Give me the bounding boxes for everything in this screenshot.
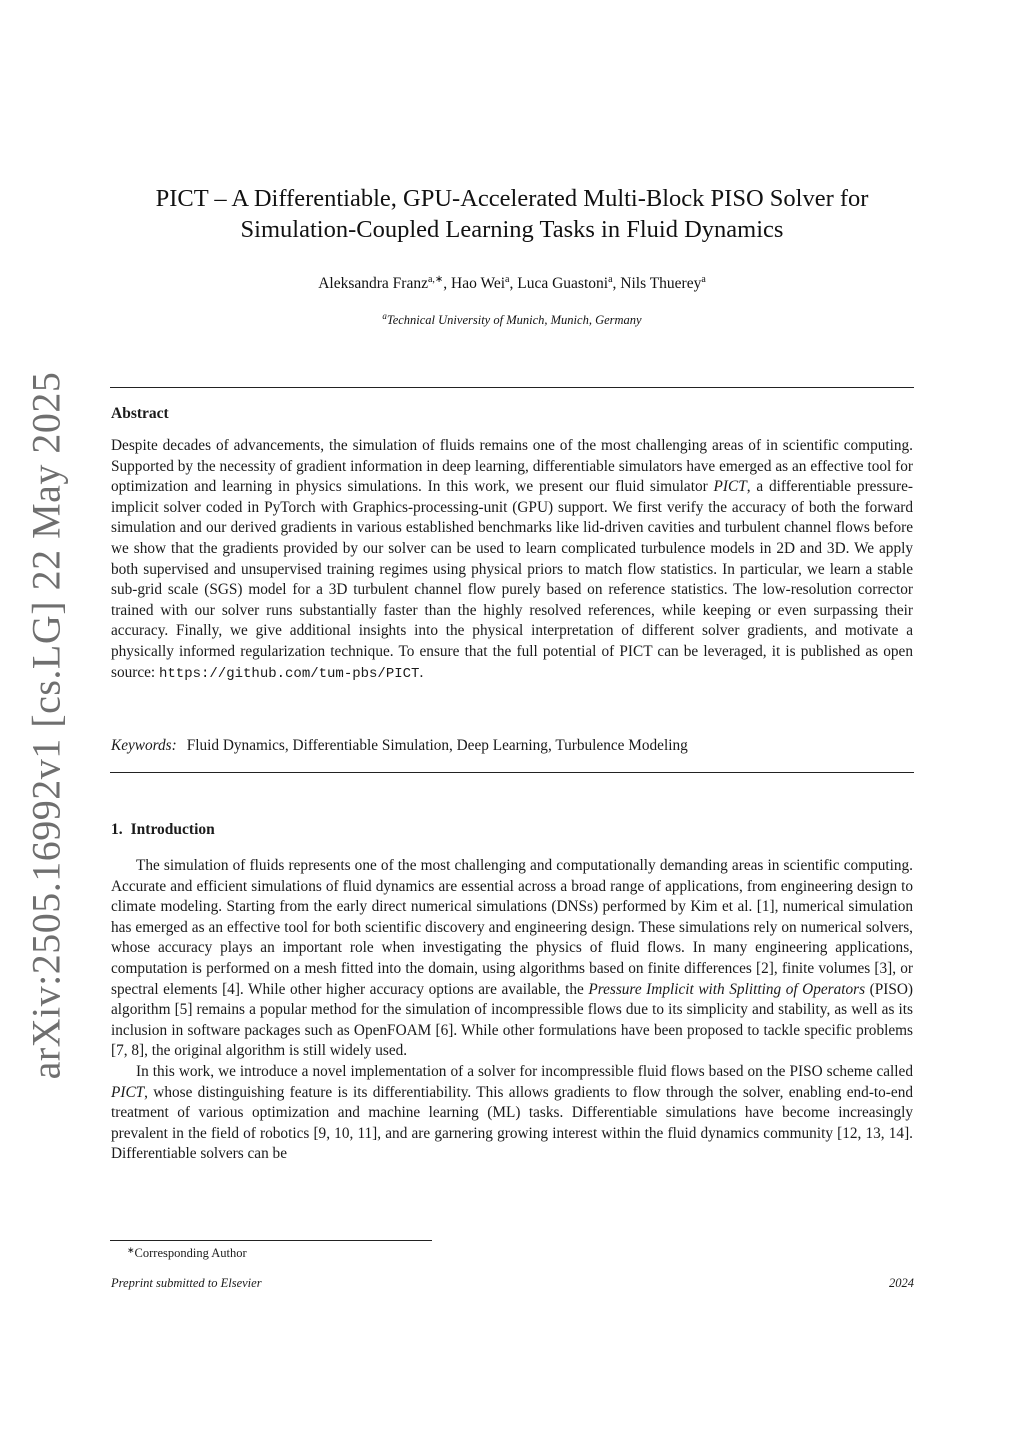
footnote-mark: ∗: [127, 1245, 135, 1255]
introduction-body: [111, 856, 913, 1165]
footnote: [127, 1245, 247, 1261]
keywords-label: Keywords:: [111, 737, 177, 754]
author-mark: a,∗: [427, 274, 444, 285]
intro-paragraph-2: [111, 1062, 913, 1165]
intro-p1-part-a: The simulation of fluids represents one of the most challenging and computationally demanding areas in scientific computing. Accurate and efficient simulations of fluid dynamics are essential across a broad range of applications, from engineering design to climate modeling. Starting from the early direct numerical simulations (DNSs) performed by Kim et al. [1], numerical simulation has emerged as an effective tool for both scientific discovery and engineering design. These simulations rely on numerical solvers, whose accuracy plays an important role when investigating the physics of fluid flows. In many engineering applications, computation is performed on a mesh fitted into the domain, using algorithms based on finite differences [2], finite volumes [3], or spectral elements [4]. While other higher accuracy options are available, the: [111, 857, 913, 998]
abstract-bottom-rule: [110, 772, 914, 773]
affiliation-text: Technical University of Munich, Munich, Germany: [386, 313, 642, 327]
affiliation-mark: a: [382, 311, 387, 321]
footnote-rule: [110, 1240, 432, 1241]
title-line-2: Simulation-Coupled Learning Tasks in Fluid Dynamics: [240, 216, 784, 243]
intro-p1-emphasis: Pressure Implicit with Splitting of Operators: [588, 980, 866, 998]
arxiv-side-identifier: arXiv:2505.16992v1 [cs.LG] 22 May 2025: [23, 371, 69, 1079]
section-heading-introduction: [111, 821, 215, 839]
author-separator: ,: [509, 275, 518, 292]
abstract-heading: Abstract: [111, 405, 169, 422]
abstract-text-part-1: Despite decades of advancements, the simulation of fluids remains one of the most challenging areas of in scientific computing. Supported by the necessity of gradient information in deep learning, differentiable simulators have emerged as an effective tool for optimization and learning in physics simulations. In this work, we present our fluid simulator: [111, 437, 913, 496]
intro-p2-part-a: In this work, we introduce a novel implementation of a solver for incompressible fluid flows based on the PISO scheme called: [136, 1062, 913, 1080]
footer-year: 2024: [889, 1276, 914, 1290]
author-name: Aleksandra Franz: [318, 275, 428, 292]
author-mark: a: [505, 274, 510, 285]
intro-p1-part-b: (PISO) algorithm [5] remains a popular method for the simulation of incompressible flows due to its simplicity and stability, as well as its inclusion in software packages such as OpenFOAM [6]. While other formulations have been proposed to tackle specific problems [7, 8], the original algorithm is still widely used.: [111, 980, 914, 1060]
keywords: [111, 737, 913, 755]
footer-preprint-note: Preprint submitted to Elsevier: [111, 1276, 262, 1290]
keywords-text: Fluid Dynamics, Differentiable Simulation, Deep Learning, Turbulence Modeling: [186, 737, 688, 754]
intro-paragraph-1: [111, 856, 913, 1062]
section-title: Introduction: [130, 821, 215, 838]
author-separator: ,: [612, 275, 621, 292]
abstract-text-part-3: .: [419, 663, 424, 681]
intro-p2-part-b: , whose distinguishing feature is its differentiability. This allows gradients to flow through the solver, enabling end-to-end treatment of various optimization and machine learning (ML) tasks. Differentiable simulations have become increasingly prevalent in the field of robotics [9, 10, 11], and are garnering growing interest within the fluid dynamics community [12, 13, 14]. Differentiable solvers can be: [111, 1083, 913, 1163]
author-mark: a: [608, 274, 613, 285]
author-name: Hao Wei: [451, 275, 506, 292]
abstract-body: [111, 436, 913, 684]
author-name: Luca Guastoni: [517, 275, 609, 292]
author-list: [110, 274, 914, 293]
author-separator: ,: [443, 275, 452, 292]
title-line-1: PICT – A Differentiable, GPU-Accelerated Multi-Block PISO Solver for: [155, 185, 869, 212]
github-link[interactable]: https://github.com/tum-pbs/PICT: [159, 665, 420, 682]
abstract-top-rule: [110, 387, 914, 388]
section-number: 1.: [111, 821, 123, 838]
affiliation: [110, 311, 914, 328]
abstract-text-part-2: , a differentiable pressure-implicit solver coded in PyTorch with Graphics-processing-unit (GPU) support. We first verify the accuracy of both the forward simulation and our derived gradients in various established benchmarks like lid-driven cavities and turbulent channel flows before we show that the gradients provided by our solver can be used to learn complicated turbulence models in 2D and 3D. We apply both supervised and unsupervised training regimes using physical priors to match flow statistics. In particular, we learn a stable sub-grid scale (SGS) model for a 3D turbulent channel flow purely based on reference statistics. The low-resolution corrector trained with our solver runs substantially faster than the highly resolved references, while keeping or even surpassing their accuracy. Finally, we give additional insights into the physical interpretation of different solver gradients, and motivate a physically informed regularization technique. To ensure that the full potential of PICT can be leveraged, it is published as open source:: [111, 478, 913, 681]
author-name: Nils Thuerey: [620, 275, 702, 292]
abstract-pict-name: PICT: [713, 478, 747, 496]
paper-title: [110, 183, 914, 245]
footnote-text: Corresponding Author: [134, 1246, 247, 1260]
intro-p2-emphasis: PICT: [111, 1083, 145, 1101]
author-mark: a: [701, 274, 706, 285]
arxiv-side-identifier-container: [20, 371, 72, 1079]
